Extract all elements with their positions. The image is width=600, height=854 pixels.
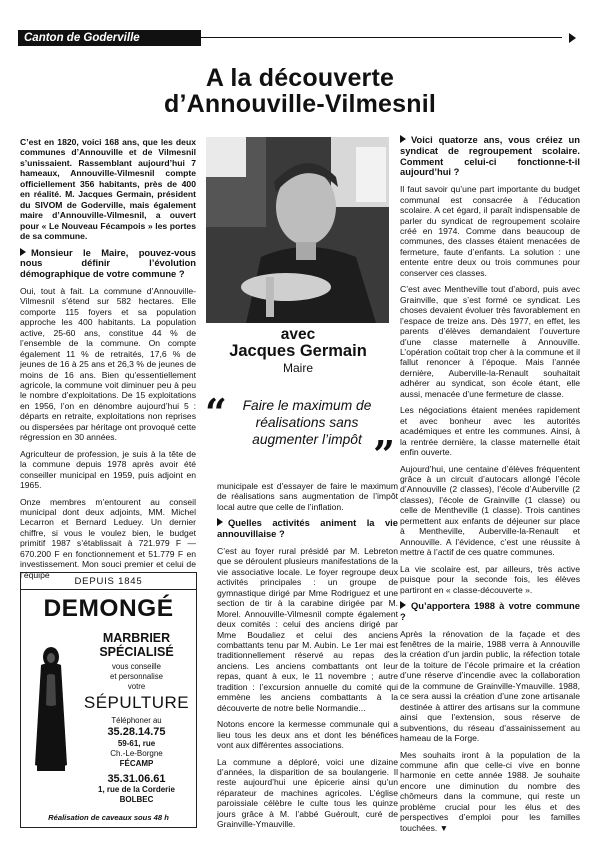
answer-paragraph: Il faut savoir qu’une part importante du budget communal est consacrée à l’éducation scolaire. A cet égard, il paraît indispensable de parler du syndicat de regroupement scolaire créé en 1974. Comme dans beaucoup de communes, des classes étaient menacées de fermeture, faute d’enfants. La solution : une entente entre deux ou trois communes pour conserver ces classes. bbox=[400, 184, 580, 278]
ad-phone-label: Téléphoner au bbox=[111, 716, 162, 725]
ad-address: 59-61, rue bbox=[117, 738, 156, 748]
column-left bbox=[20, 137, 196, 586]
section-header bbox=[18, 30, 578, 46]
ad-address: Ch.-Le-Borgne bbox=[110, 748, 163, 758]
answer-paragraph bbox=[400, 750, 580, 834]
ad-details bbox=[79, 631, 194, 805]
ad-brand: DEMONGÉ bbox=[43, 595, 174, 622]
intro-paragraph: C’est en 1820, voici 168 ans, que les deux communes d’Annouville et de Vilmesnil s’unissaient. Rassemblant aujourd’hui 7 hameaux, Annouville-Vilmesnil compte officiellement 356 habitants, près de 400 en réalité. M. Jacques Germain, président du SIVOM de Goderville, mais également maire d’Annouville-Vilmesnil, a ouvert pour « Le Nouveau Fécampois » les portes de sa commune. bbox=[20, 137, 196, 242]
question-3 bbox=[400, 135, 580, 178]
advertisement bbox=[20, 572, 197, 828]
question-4-text: Qu’apportera 1988 à votre commune ? bbox=[400, 599, 580, 622]
arrow-right-icon bbox=[569, 33, 576, 43]
triangle-icon bbox=[400, 135, 406, 143]
answer-text: Mes souhaits iront à la population de la commune afin que celle-ci vive en bonne harmonie en cette année 1988. Je souhaite encore une diminution du nombre des chômeurs dans la commune, qui reste un problème crucial pour les élus et des perspectives d’emploi pour les familles touchées. bbox=[400, 749, 580, 833]
ad-text: votre bbox=[127, 682, 146, 691]
triangle-icon bbox=[217, 518, 223, 526]
ad-address: 1, rue de la Corderie bbox=[98, 785, 175, 794]
mayor-photo bbox=[206, 137, 389, 323]
answer-paragraph: C’est au foyer rural présidé par M. Lebreton que se déroulent plusieurs manifestations de la vie associative locale. Le foyer regroupe deux activités principales : un groupe de gymnastique dirigé par Mme Rodriguez et une section de tir à la carabine dirigée par M. Morel. Annouville-Vilmesnil compte également deux comités : celui des anciens dirigé par Mme Boudaliez et celui des anciens combattants tenu par M. Aubin. Le 1er mai est traditionnellement réservé au repas des anciens. Les anciens combattants ont leur repas, quant à eux, le 11 novembre ; autre tradition : l’excursion annuelle du comité qui emmène les anciens combattants à la découverte de notre belle Normandie... bbox=[217, 545, 398, 713]
section-label: Canton de Goderville bbox=[18, 30, 201, 46]
answer-paragraph: municipale est d’essayer de faire le maximum de réalisations sans augmentation de l’impôt local autre que celle de l’inflation. bbox=[217, 481, 398, 512]
ad-sepulture: SÉPULTURE bbox=[83, 693, 190, 712]
ad-text: vous conseille bbox=[112, 662, 161, 671]
interviewee-name: Jacques Germain bbox=[229, 342, 367, 360]
triangle-icon bbox=[20, 248, 26, 256]
answer-paragraph: Agriculteur de profession, je suis à la tête de la commune depuis 1978 après avoir été conseiller municipal en 1959, puis adjoint en 1965. bbox=[20, 448, 196, 491]
answer-paragraph: Oui, tout à fait. La commune d’Annouville-Vilmesnil s’étend sur 582 hectares. Elle comporte 115 foyers et sa population approche les 400 habitants. La population active, 25-60 ans, constitue 44 % de l’ensemble de la commune. On compte également 11 % de retraités, 17,6 % de jeunes de 16 à 25 ans et 26,3 % de jeunes de moins de 16 ans. Bien qu’essentiellement agricole, la commune voit diminuer peu à peu le nombre d’exploitations. De 15 exploitations en 1956, l’on en dénombre aujourd’hui 5 : départs en retraite, exploitations non reprises ou dispersées par héritage ont provoqué cette régression en 30 années. bbox=[20, 285, 196, 443]
end-mark-icon: ▼ bbox=[439, 822, 449, 833]
close-quote-icon: ” bbox=[373, 432, 395, 477]
ad-city: BOLBEC bbox=[119, 795, 154, 804]
header-rule bbox=[201, 37, 562, 38]
interview-with: avec bbox=[280, 326, 316, 343]
question-2-text: Quelles activités animent la vie annouvillaise ? bbox=[217, 517, 398, 540]
ad-specialise: SPÉCIALISÉ bbox=[99, 645, 174, 659]
madonna-statue-icon bbox=[29, 645, 73, 773]
answer-paragraph: La vie scolaire est, par ailleurs, très active puisque pour la seconde fois, les élèves partiront en « classe-découverte ». bbox=[400, 563, 580, 595]
column-right bbox=[400, 134, 580, 839]
ad-since: DEPUIS 1845 bbox=[21, 574, 196, 590]
answer-paragraph: Aujourd’hui, une centaine d’élèves fréquentent grâce à un circuit d’autocars allongé l’école d’Annouville (2 classes), l’école d’Auberville (2 classes), l’école de Grainville (1 classe) ou celle de Mentheville (1 classe). Trois cantines permettent aux enfants de déjeuner sur place à Mentheville, Auberville-la-Renault et Annouville. A l’évidence, c’est une réussite à mettre à l’actif de ces quatre communes. bbox=[400, 463, 580, 558]
ad-phone: 35.28.14.75 bbox=[107, 726, 166, 738]
triangle-icon bbox=[400, 601, 406, 609]
answer-paragraph: Après la rénovation de la façade et des fenêtres de la mairie, 1988 verra à Annouville la création d’un jardin public, la réfection totale de la toiture de l’école primaire et la création d’une réserve d’incendie avec la collaboration de la commune de Grainville-Ymauville. 1988, ce sera aussi la création d’une zone artisanale destinée à attirer des artisans sur la commune ainsi que l’extension, sous réserve de subventions, du réseau d’assainissement au hameau de la Forge. bbox=[400, 628, 580, 744]
interviewee-role: Maire bbox=[282, 361, 313, 375]
answer-paragraph: Onze membres m’entourent au conseil municipal dont deux adjoints, MM. Michel Lecarron et Bernard Leduey. Un dernier chiffre, si vous le voulez bien, le budget primitif 1987 s’établissait à 721.979 F — 670.200 F en fonctionnement et 51.779 F en investissement. Mon souci premier et celui de l’équipe bbox=[20, 496, 196, 580]
question-2 bbox=[217, 518, 398, 540]
ad-footer: Réalisation de caveaux sous 48 h bbox=[48, 813, 169, 822]
answer-paragraph: C’est avec Mentheville tout d’abord, puis avec Grainville, que s’est formé ce syndicat. Les choses devaient évoluer très favorablement en l’espace de treize ans. Dès 1977, en effet, les parents d’élèves demandaient l’ouverture d’une classe maternelle à Annouville. L’opération coûtait trop cher à la commune et il fallut renoncer à l’époque. Mais l’année dernière, Auberville-la-Renault souhaitait adhérer au syndicat, son école étant, elle aussi, menacée d’une fermeture de classe. bbox=[400, 284, 580, 399]
answer-paragraph: Notons encore la kermesse communale qui a lieu tous les deux ans et dont les bénéfices vont aux différentes associations. bbox=[217, 719, 398, 751]
ad-phone: 35.31.06.61 bbox=[107, 772, 166, 785]
ad-marbrier: MARBRIER bbox=[102, 631, 171, 645]
question-3-text: Voici quatorze ans, vous créiez un syndicat de regroupement scolaire. Comment celui-ci fonctionne-t-il aujourd’hui ? bbox=[400, 134, 580, 178]
pull-quote bbox=[205, 390, 395, 477]
ad-city: FÉCAMP bbox=[119, 758, 154, 768]
column-middle bbox=[217, 481, 398, 836]
question-4 bbox=[400, 601, 580, 623]
pull-quote-text: Faire le maximum de réalisations sans augmenter l’impôt bbox=[242, 398, 372, 447]
answer-paragraph: Les négociations étaient menées rapidement et avec bonheur avec les autorités académiques et entre les communes. Ainsi, à la rentrée dernière, la classe maternelle était enfin ouverte. bbox=[400, 405, 580, 458]
answer-paragraph: La commune a déploré, voici une dizaine d’années, la disparition de sa boulangerie. Il reste aujourd’hui une épicerie ainsi qu’un réparateur de machines agricoles. L’église paroissiale célèbre le culte tous les quinze jours grâce à M. l’abbé Guéroult, curé de Grainville-Ymauville. bbox=[217, 756, 398, 830]
article-title-line1: A la découverte bbox=[205, 64, 395, 92]
question-1-text: Monsieur le Maire, pouvez-vous nous définir l’évolution démographique de votre commune ? bbox=[20, 246, 196, 280]
article-title-line2: d’Annouville-Vilmesnil bbox=[163, 90, 437, 118]
ad-text: et personnalise bbox=[110, 672, 163, 681]
question-1 bbox=[20, 248, 196, 280]
open-quote-icon: “ bbox=[205, 390, 227, 435]
